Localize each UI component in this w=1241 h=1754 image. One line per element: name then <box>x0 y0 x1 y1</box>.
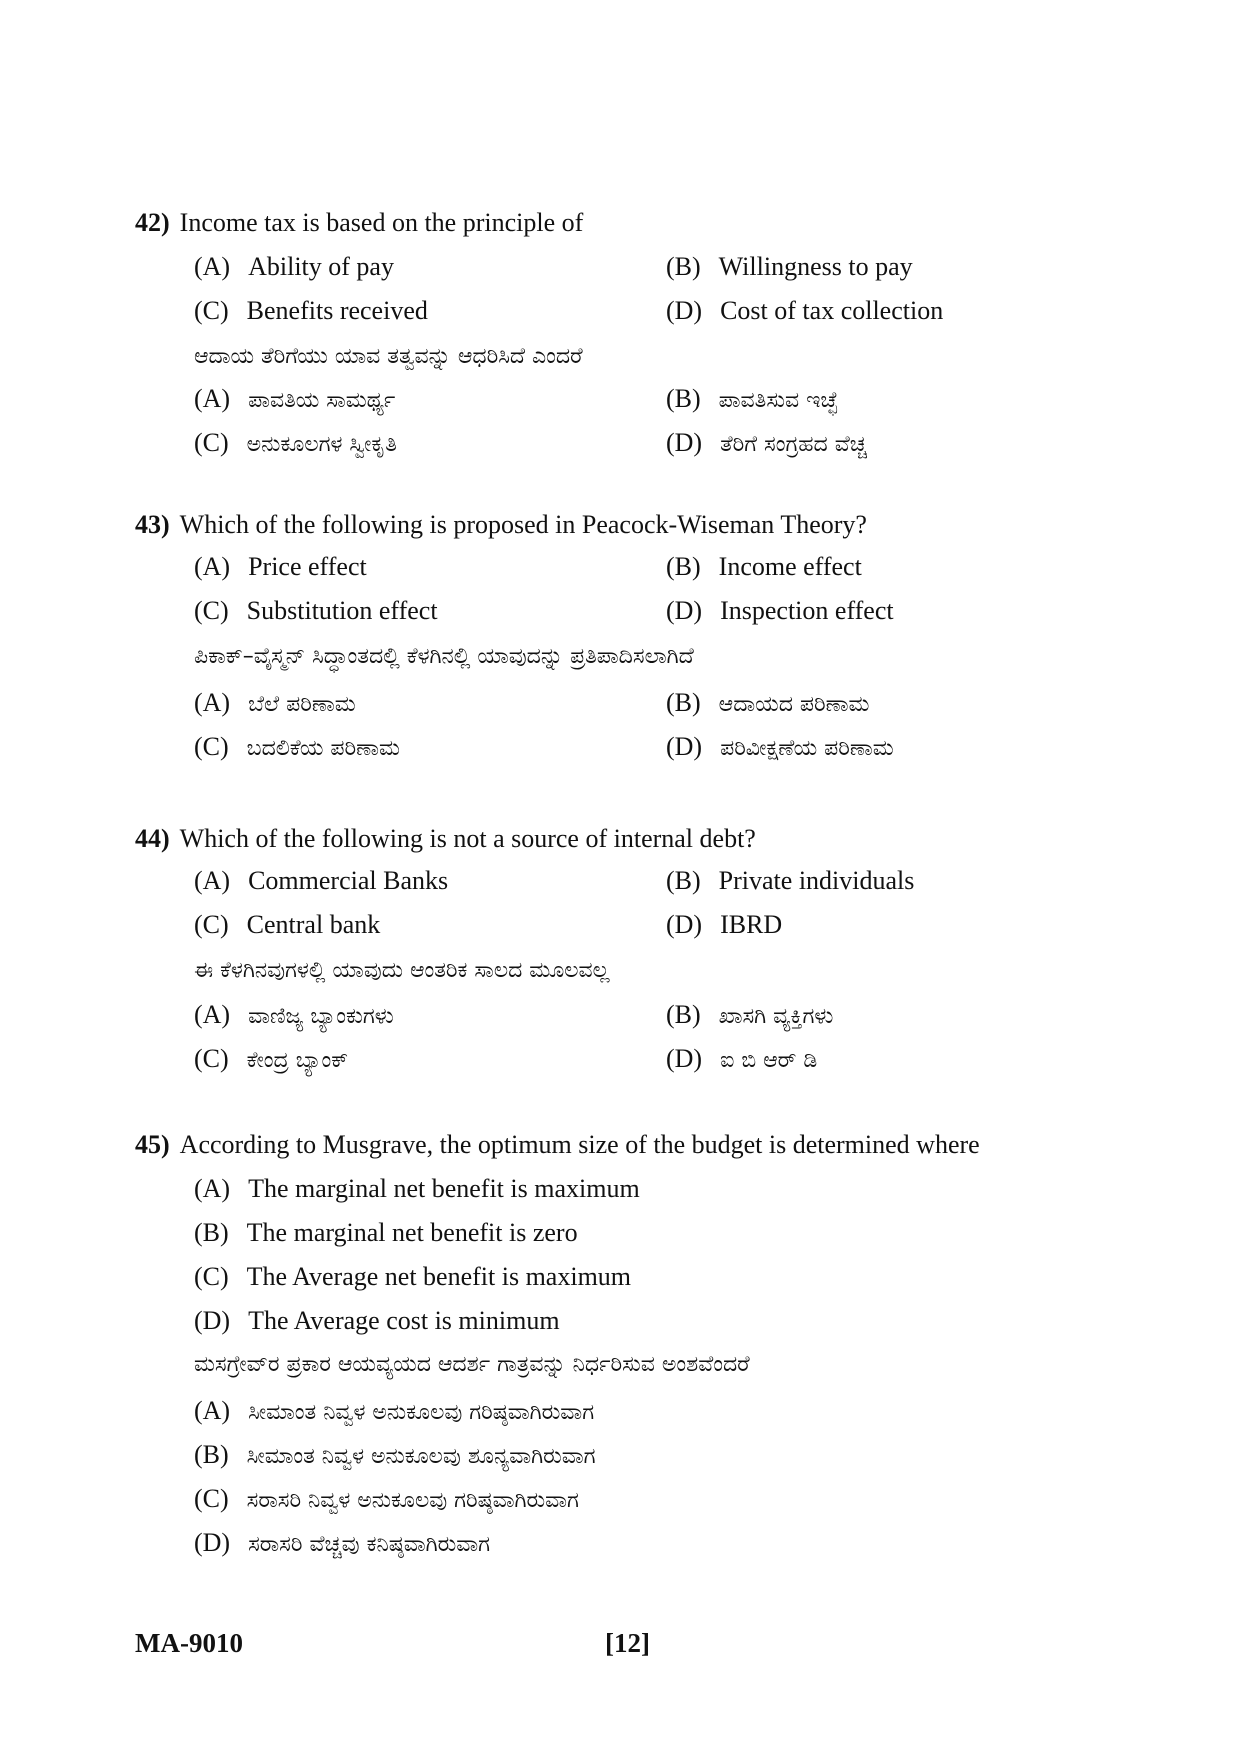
question-44 <box>135 824 756 854</box>
option-a: (A) The marginal net benefit is maximum <box>194 1174 640 1203</box>
question-number: 44) <box>135 824 170 853</box>
option-d: (D) IBRD <box>666 910 783 939</box>
option-c: (C) The Average net benefit is maximum <box>194 1262 632 1291</box>
question-text: Which of the following is proposed in Peacock-Wiseman Theory? <box>179 510 867 539</box>
option-b: (B) Income effect <box>666 552 862 581</box>
option-b-kannada: (B) ಖಾಸಗಿ ವ್ಯಕ್ತಿಗಳು <box>666 1000 834 1029</box>
option-a: (A) Ability of pay <box>194 252 394 281</box>
question-42 <box>135 208 583 238</box>
option-c-kannada: (C) ಅನುಕೂಲಗಳ ಸ್ವೀಕೃತಿ <box>194 428 397 457</box>
question-text-kannada: ಪಿಕಾಕ್–ವೈಸ್ಮನ್ ಸಿದ್ಧಾಂತದಲ್ಲಿ ಕೆಳಗಿನಲ್ಲಿ ಯಾವುದನ್ನು ಪ್ರತಿಪಾದಿಸಲಾಗಿದೆ <box>194 644 694 669</box>
question-text-kannada: ಈ ಕೆಳಗಿನವುಗಳಲ್ಲಿ ಯಾವುದು ಆಂತರಿಕ ಸಾಲದ ಮೂಲವಲ್ಲ <box>194 958 610 983</box>
option-b-kannada: (B) ಆದಾಯದ ಪರಿಣಾಮ <box>666 688 870 717</box>
option-a-kannada: (A) ಪಾವತಿಯ ಸಾಮರ್ಥ್ಯ <box>194 384 396 413</box>
option-c-kannada: (C) ಸರಾಸರಿ ನಿವ್ವಳ ಅನುಕೂಲವು ಗರಿಷ್ಠವಾಗಿರುವಾಗ <box>194 1484 579 1513</box>
option-b: (B) Private individuals <box>666 866 915 895</box>
option-c: (C) Substitution effect <box>194 596 438 625</box>
question-text-kannada: ಮಸಗ್ರೇವ್‌ರ ಪ್ರಕಾರ ಆಯವ್ಯಯದ ಆದರ್ಶ ಗಾತ್ರವನ್ನು ನಿರ್ಧರಿಸುವ ಅಂಶವೆಂದರೆ <box>194 1352 750 1377</box>
option-a-kannada: (A) ವಾಣಿಜ್ಯ ಬ್ಯಾಂಕುಗಳು <box>194 1000 394 1029</box>
option-a: (A) Commercial Banks <box>194 866 449 895</box>
question-number: 42) <box>135 208 170 237</box>
option-d-kannada: (D) ಐ ಬಿ ಆರ್ ಡಿ <box>666 1044 818 1073</box>
question-number: 45) <box>135 1130 170 1159</box>
option-d: (D) The Average cost is minimum <box>194 1306 560 1335</box>
option-b-kannada: (B) ಸೀಮಾಂತ ನಿವ್ವಳ ಅನುಕೂಲವು ಶೂನ್ಯವಾಗಿರುವಾಗ <box>194 1440 596 1469</box>
option-d-kannada: (D) ಪರಿವೀಕ್ಷಣೆಯ ಪರಿಣಾಮ <box>666 732 894 761</box>
option-c: (C) Benefits received <box>194 296 428 325</box>
option-c-kannada: (C) ಬದಲಿಕೆಯ ಪರಿಣಾಮ <box>194 732 400 761</box>
option-c-kannada: (C) ಕೇಂದ್ರ ಬ್ಯಾಂಕ್ <box>194 1044 349 1073</box>
option-a-kannada: (A) ಬೆಲೆ ಪರಿಣಾಮ <box>194 688 356 717</box>
option-b: (B) Willingness to pay <box>666 252 913 281</box>
question-43 <box>135 510 867 540</box>
option-d: (D) Cost of tax collection <box>666 296 944 325</box>
exam-code: MA-9010 <box>135 1628 243 1658</box>
option-d: (D) Inspection effect <box>666 596 894 625</box>
option-d-kannada: (D) ಸರಾಸರಿ ವೆಚ್ಚವು ಕನಿಷ್ಠವಾಗಿರುವಾಗ <box>194 1528 491 1557</box>
question-text: Which of the following is not a source of internal debt? <box>179 824 756 853</box>
option-d-kannada: (D) ತೆರಿಗೆ ಸಂಗ್ರಹದ ವೆಚ್ಚ <box>666 428 867 457</box>
question-45 <box>135 1130 980 1160</box>
page-number: [12] <box>605 1628 650 1658</box>
question-number: 43) <box>135 510 170 539</box>
option-b-kannada: (B) ಪಾವತಿಸುವ ಇಚ್ಛೆ <box>666 384 839 413</box>
question-text-kannada: ಆದಾಯ ತೆರಿಗೆಯು ಯಾವ ತತ್ವವನ್ನು ಆಧರಿಸಿದೆ ಎಂದರೆ <box>194 344 583 369</box>
option-a-kannada: (A) ಸೀಮಾಂತ ನಿವ್ವಳ ಅನುಕೂಲವು ಗರಿಷ್ಠವಾಗಿರುವಾಗ <box>194 1396 595 1425</box>
option-a: (A) Price effect <box>194 552 367 581</box>
option-b: (B) The marginal net benefit is zero <box>194 1218 578 1247</box>
question-text: Income tax is based on the principle of <box>179 208 584 237</box>
question-text: According to Musgrave, the optimum size of the budget is determined where <box>179 1130 980 1159</box>
option-c: (C) Central bank <box>194 910 381 939</box>
